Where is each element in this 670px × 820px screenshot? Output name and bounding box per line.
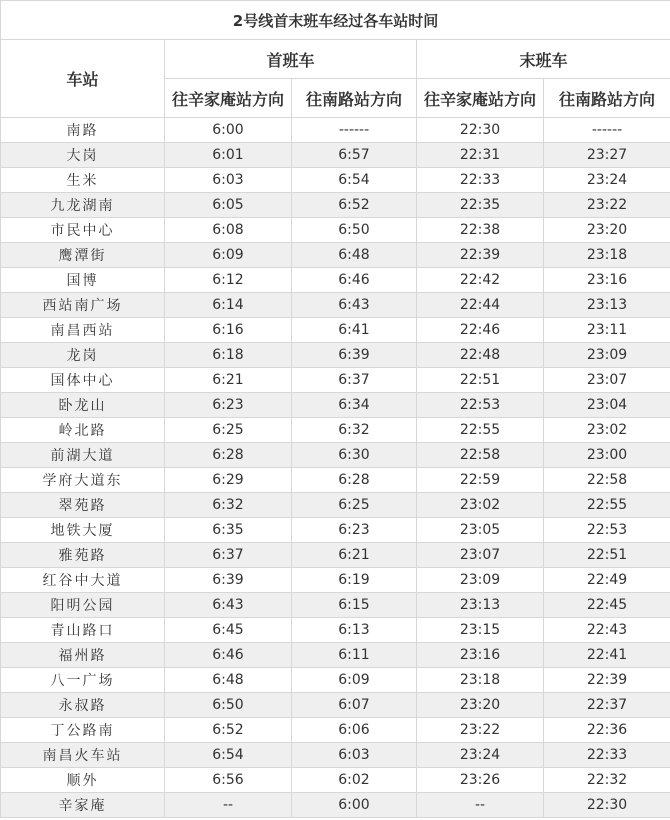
first-train-to-nanlu: 6:52	[292, 193, 417, 218]
last-train-to-nanlu: 22:36	[544, 718, 670, 743]
first-train-to-nanlu: 6:30	[292, 443, 417, 468]
last-train-to-xinjiaan: 22:33	[417, 168, 544, 193]
header-first-train: 首班车	[165, 40, 417, 79]
last-train-to-xinjiaan: 23:07	[417, 543, 544, 568]
last-train-to-xinjiaan: 22:38	[417, 218, 544, 243]
first-train-to-nanlu: 6:48	[292, 243, 417, 268]
first-train-to-xinjiaan: 6:46	[165, 643, 292, 668]
first-train-to-xinjiaan: 6:50	[165, 693, 292, 718]
last-train-to-xinjiaan: 22:48	[417, 343, 544, 368]
first-train-to-nanlu: 6:25	[292, 493, 417, 518]
last-train-to-xinjiaan: 22:39	[417, 243, 544, 268]
table-row	[1, 168, 670, 193]
last-train-to-xinjiaan: 23:09	[417, 568, 544, 593]
first-train-to-nanlu: 6:54	[292, 168, 417, 193]
table-row	[1, 368, 670, 393]
last-train-to-xinjiaan: 22:44	[417, 293, 544, 318]
station-name: 国体中心	[1, 368, 165, 393]
station-name: 龙岗	[1, 343, 165, 368]
station-name: 地铁大厦	[1, 518, 165, 543]
station-name: 顺外	[1, 768, 165, 793]
first-train-to-nanlu: 6:46	[292, 268, 417, 293]
first-train-to-nanlu: 6:15	[292, 593, 417, 618]
first-train-to-xinjiaan: --	[165, 793, 292, 818]
station-name: 九龙湖南	[1, 193, 165, 218]
first-train-to-nanlu: 6:43	[292, 293, 417, 318]
last-train-to-xinjiaan: 23:24	[417, 743, 544, 768]
station-name: 鹰潭街	[1, 243, 165, 268]
table-row	[1, 543, 670, 568]
last-train-to-nanlu: 22:43	[544, 618, 670, 643]
table-row	[1, 643, 670, 668]
first-train-to-xinjiaan: 6:25	[165, 418, 292, 443]
first-train-to-xinjiaan: 6:03	[165, 168, 292, 193]
first-train-to-xinjiaan: 6:23	[165, 393, 292, 418]
station-name: 岭北路	[1, 418, 165, 443]
table-row	[1, 768, 670, 793]
table-row	[1, 693, 670, 718]
last-train-to-xinjiaan: 23:20	[417, 693, 544, 718]
first-train-to-xinjiaan: 6:43	[165, 593, 292, 618]
last-train-to-nanlu: 23:02	[544, 418, 670, 443]
last-train-to-nanlu: 23:24	[544, 168, 670, 193]
station-name: 阳明公园	[1, 593, 165, 618]
last-train-to-xinjiaan: 23:26	[417, 768, 544, 793]
station-name: 八一广场	[1, 668, 165, 693]
header-last-to-xinjiaan: 往辛家庵站方向	[417, 79, 544, 118]
last-train-to-nanlu: 23:04	[544, 393, 670, 418]
last-train-to-nanlu: 22:41	[544, 643, 670, 668]
last-train-to-nanlu: 22:58	[544, 468, 670, 493]
last-train-to-nanlu: 23:27	[544, 143, 670, 168]
station-name: 国博	[1, 268, 165, 293]
first-train-to-xinjiaan: 6:12	[165, 268, 292, 293]
last-train-to-nanlu: 22:49	[544, 568, 670, 593]
last-train-to-xinjiaan: 22:35	[417, 193, 544, 218]
last-train-to-xinjiaan: 23:18	[417, 668, 544, 693]
station-name: 南昌西站	[1, 318, 165, 343]
last-train-to-nanlu: 22:55	[544, 493, 670, 518]
first-train-to-xinjiaan: 6:39	[165, 568, 292, 593]
first-train-to-xinjiaan: 6:01	[165, 143, 292, 168]
first-train-to-xinjiaan: 6:29	[165, 468, 292, 493]
table-row	[1, 418, 670, 443]
table-row	[1, 318, 670, 343]
table-row	[1, 493, 670, 518]
table-row	[1, 343, 670, 368]
first-train-to-xinjiaan: 6:05	[165, 193, 292, 218]
first-train-to-xinjiaan: 6:21	[165, 368, 292, 393]
first-train-to-xinjiaan: 6:56	[165, 768, 292, 793]
station-name: 丁公路南	[1, 718, 165, 743]
last-train-to-xinjiaan: 22:55	[417, 418, 544, 443]
first-train-to-xinjiaan: 6:00	[165, 118, 292, 143]
station-name: 永叔路	[1, 693, 165, 718]
last-train-to-nanlu: 23:13	[544, 293, 670, 318]
last-train-to-xinjiaan: 23:05	[417, 518, 544, 543]
last-train-to-nanlu: 22:37	[544, 693, 670, 718]
station-name: 青山路口	[1, 618, 165, 643]
first-train-to-xinjiaan: 6:54	[165, 743, 292, 768]
first-train-to-xinjiaan: 6:18	[165, 343, 292, 368]
last-train-to-nanlu: 22:51	[544, 543, 670, 568]
station-name: 红谷中大道	[1, 568, 165, 593]
last-train-to-xinjiaan: --	[417, 793, 544, 818]
header-last-to-nanlu: 往南路站方向	[544, 79, 670, 118]
station-name: 辛家庵	[1, 793, 165, 818]
last-train-to-xinjiaan: 22:30	[417, 118, 544, 143]
station-name: 翠苑路	[1, 493, 165, 518]
first-train-to-nanlu: 6:02	[292, 768, 417, 793]
first-train-to-nanlu: 6:00	[292, 793, 417, 818]
last-train-to-nanlu: ------	[544, 118, 670, 143]
last-train-to-xinjiaan: 22:31	[417, 143, 544, 168]
station-name: 市民中心	[1, 218, 165, 243]
last-train-to-xinjiaan: 23:15	[417, 618, 544, 643]
last-train-to-nanlu: 22:33	[544, 743, 670, 768]
first-train-to-nanlu: 6:09	[292, 668, 417, 693]
table-row	[1, 393, 670, 418]
last-train-to-nanlu: 23:09	[544, 343, 670, 368]
first-train-to-xinjiaan: 6:08	[165, 218, 292, 243]
first-train-to-nanlu: 6:06	[292, 718, 417, 743]
last-train-to-xinjiaan: 23:02	[417, 493, 544, 518]
last-train-to-nanlu: 22:53	[544, 518, 670, 543]
last-train-to-xinjiaan: 22:53	[417, 393, 544, 418]
first-train-to-xinjiaan: 6:28	[165, 443, 292, 468]
first-train-to-xinjiaan: 6:37	[165, 543, 292, 568]
header-station: 车站	[1, 40, 165, 118]
first-train-to-nanlu: 6:03	[292, 743, 417, 768]
station-name: 前湖大道	[1, 443, 165, 468]
last-train-to-nanlu: 22:45	[544, 593, 670, 618]
station-name: 大岗	[1, 143, 165, 168]
first-train-to-nanlu: 6:34	[292, 393, 417, 418]
table-title: 2号线首末班车经过各车站时间	[1, 1, 670, 40]
first-train-to-xinjiaan: 6:52	[165, 718, 292, 743]
first-train-to-nanlu: 6:37	[292, 368, 417, 393]
last-train-to-nanlu: 23:20	[544, 218, 670, 243]
station-name: 卧龙山	[1, 393, 165, 418]
table-row	[1, 193, 670, 218]
table-row	[1, 293, 670, 318]
station-name: 福州路	[1, 643, 165, 668]
first-train-to-nanlu: 6:50	[292, 218, 417, 243]
last-train-to-nanlu: 23:00	[544, 443, 670, 468]
first-train-to-nanlu: 6:13	[292, 618, 417, 643]
last-train-to-nanlu: 23:11	[544, 318, 670, 343]
table-row	[1, 568, 670, 593]
first-train-to-nanlu: 6:32	[292, 418, 417, 443]
station-name: 雅苑路	[1, 543, 165, 568]
first-train-to-nanlu: 6:39	[292, 343, 417, 368]
first-train-to-nanlu: 6:19	[292, 568, 417, 593]
first-train-to-nanlu: 6:23	[292, 518, 417, 543]
last-train-to-nanlu: 22:32	[544, 768, 670, 793]
first-train-to-nanlu: 6:57	[292, 143, 417, 168]
last-train-to-nanlu: 23:22	[544, 193, 670, 218]
header-first-to-xinjiaan: 往辛家庵站方向	[165, 79, 292, 118]
table-row	[1, 518, 670, 543]
header-row-group	[1, 40, 670, 79]
table-row	[1, 443, 670, 468]
first-train-to-nanlu: 6:07	[292, 693, 417, 718]
table-row	[1, 593, 670, 618]
title-row	[1, 1, 670, 40]
first-train-to-xinjiaan: 6:48	[165, 668, 292, 693]
station-name: 生米	[1, 168, 165, 193]
last-train-to-xinjiaan: 22:58	[417, 443, 544, 468]
station-name: 南路	[1, 118, 165, 143]
last-train-to-nanlu: 23:18	[544, 243, 670, 268]
table-row	[1, 718, 670, 743]
schedule-body	[1, 118, 670, 818]
first-train-to-xinjiaan: 6:35	[165, 518, 292, 543]
first-train-to-xinjiaan: 6:14	[165, 293, 292, 318]
table-row	[1, 268, 670, 293]
last-train-to-nanlu: 23:16	[544, 268, 670, 293]
table-row	[1, 793, 670, 818]
last-train-to-xinjiaan: 23:16	[417, 643, 544, 668]
last-train-to-xinjiaan: 23:22	[417, 718, 544, 743]
station-name: 南昌火车站	[1, 743, 165, 768]
first-train-to-nanlu: 6:11	[292, 643, 417, 668]
header-last-train: 末班车	[417, 40, 670, 79]
first-train-to-xinjiaan: 6:09	[165, 243, 292, 268]
table-row	[1, 468, 670, 493]
first-train-to-nanlu: 6:28	[292, 468, 417, 493]
header-first-to-nanlu: 往南路站方向	[292, 79, 417, 118]
last-train-to-xinjiaan: 22:42	[417, 268, 544, 293]
station-name: 西站南广场	[1, 293, 165, 318]
station-name: 学府大道东	[1, 468, 165, 493]
first-train-to-xinjiaan: 6:32	[165, 493, 292, 518]
table-row	[1, 143, 670, 168]
last-train-to-xinjiaan: 23:13	[417, 593, 544, 618]
first-train-to-nanlu: ------	[292, 118, 417, 143]
last-train-to-xinjiaan: 22:51	[417, 368, 544, 393]
table-row	[1, 118, 670, 143]
first-train-to-xinjiaan: 6:16	[165, 318, 292, 343]
first-train-to-nanlu: 6:41	[292, 318, 417, 343]
last-train-to-nanlu: 22:39	[544, 668, 670, 693]
last-train-to-nanlu: 23:07	[544, 368, 670, 393]
first-train-to-nanlu: 6:21	[292, 543, 417, 568]
table-row	[1, 743, 670, 768]
first-train-to-xinjiaan: 6:45	[165, 618, 292, 643]
last-train-to-nanlu: 22:30	[544, 793, 670, 818]
table-row	[1, 218, 670, 243]
table-row	[1, 668, 670, 693]
table-row	[1, 243, 670, 268]
table-row	[1, 618, 670, 643]
last-train-to-xinjiaan: 22:46	[417, 318, 544, 343]
last-train-to-xinjiaan: 22:59	[417, 468, 544, 493]
